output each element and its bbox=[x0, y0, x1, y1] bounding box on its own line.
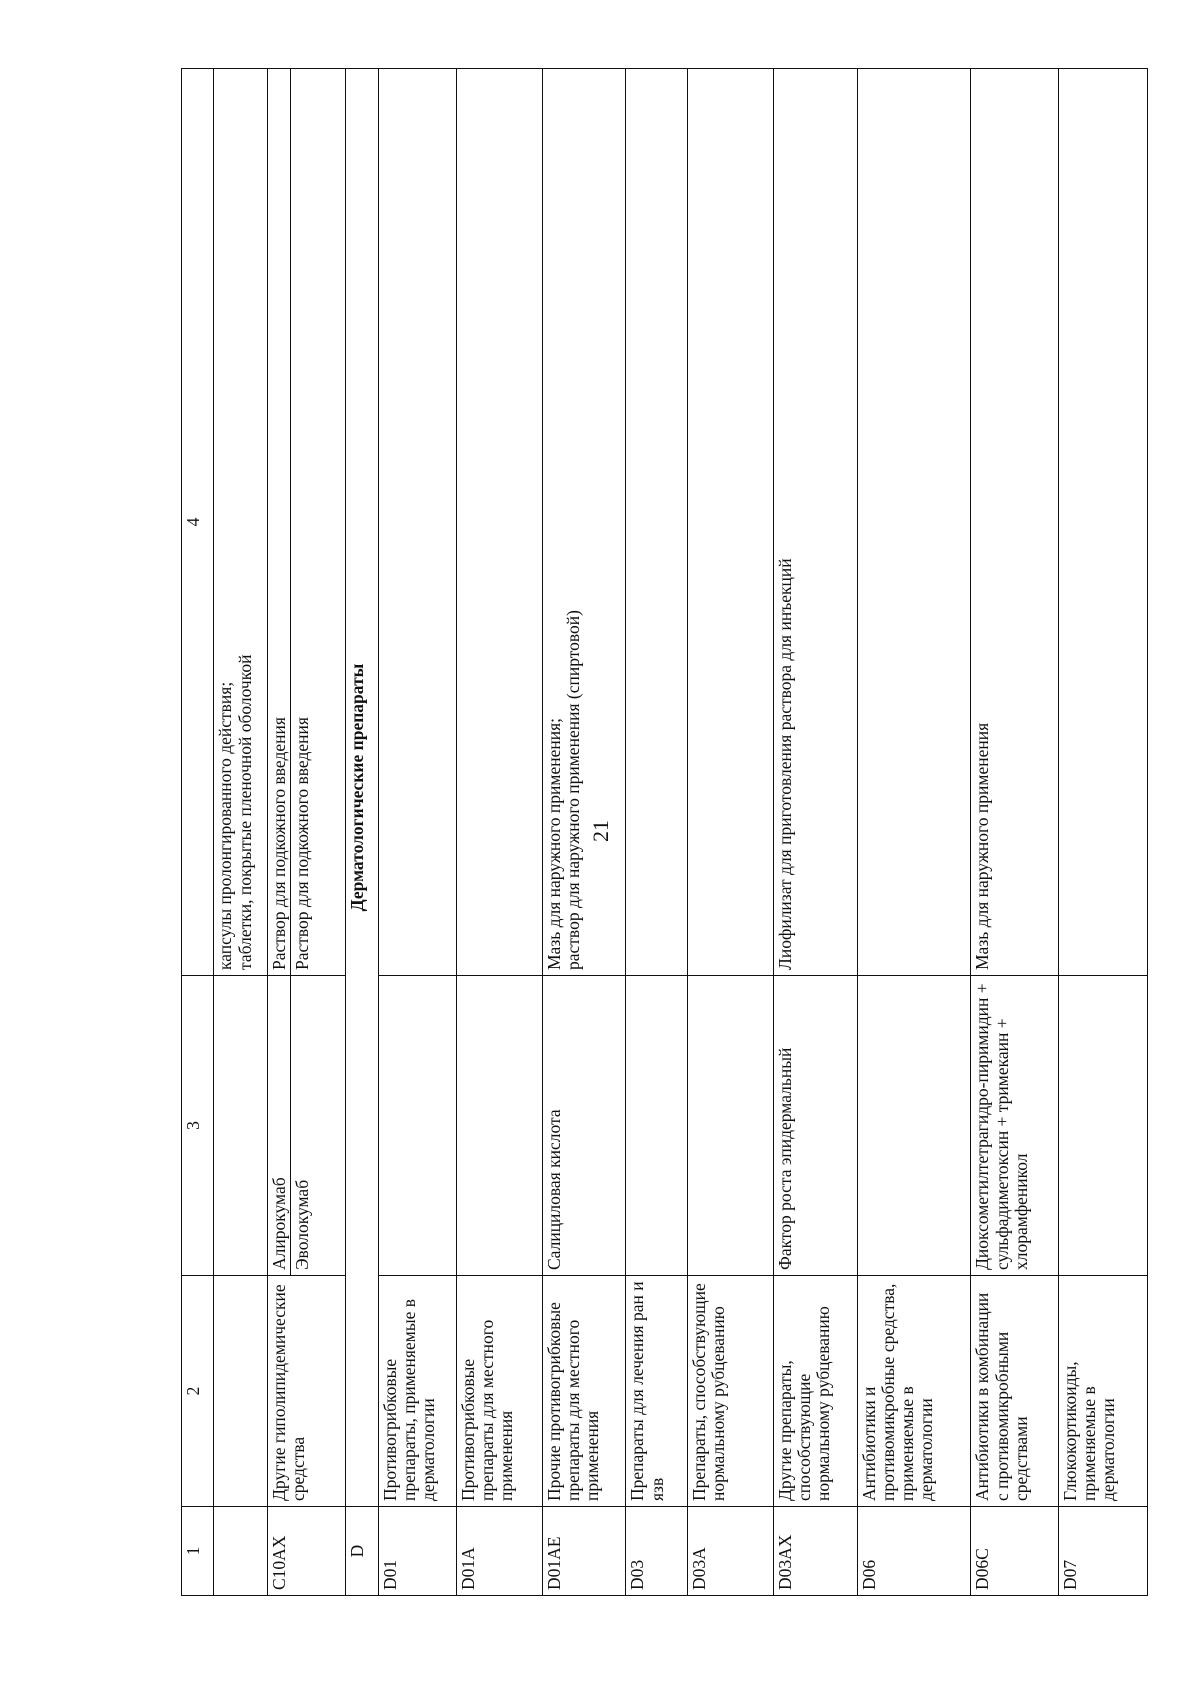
dosage-form-line: таблетки, покрытые пленочной оболочкой bbox=[234, 654, 255, 970]
column-header-2: 2 bbox=[182, 1276, 214, 1507]
column-header-row bbox=[182, 69, 214, 1596]
column-header-1: 1 bbox=[182, 1507, 214, 1596]
dosage-forms bbox=[857, 69, 971, 976]
atc-code: C10AX bbox=[267, 1507, 345, 1596]
table-row bbox=[542, 69, 626, 1596]
drug-name bbox=[857, 976, 971, 1276]
atc-code: D06 bbox=[857, 1507, 971, 1596]
dosage-forms bbox=[687, 69, 773, 976]
pharmacological-group: Препараты, способствующие нормальному рубцеванию bbox=[687, 1276, 773, 1507]
dosage-forms bbox=[214, 69, 268, 976]
drug-name: Диоксометилтетрагидро-пиримидин + сульфадиметоксин + тримекаин + хлорамфеникол bbox=[971, 976, 1058, 1276]
table-row bbox=[857, 69, 971, 1596]
drug-name bbox=[687, 976, 773, 1276]
drug-name: Салициловая кислота bbox=[542, 976, 626, 1276]
atc-code: D03 bbox=[626, 1507, 687, 1596]
table-row bbox=[626, 69, 687, 1596]
atc-code: D01A bbox=[456, 1507, 542, 1596]
table-row bbox=[456, 69, 542, 1596]
dosage-forms bbox=[542, 69, 626, 976]
pharmacological-group: Антибиотики и противомикробные средства, применяемые в дерматологии bbox=[857, 1276, 971, 1507]
page-number: 21 bbox=[588, 820, 613, 842]
section-row bbox=[346, 69, 378, 1596]
drug-name bbox=[626, 976, 687, 1276]
atc-code: D03AX bbox=[773, 1507, 857, 1596]
pharmacological-group: Антибиотики в комбинации с противомикробными средствами bbox=[971, 1276, 1058, 1507]
atc-code: D01 bbox=[378, 1507, 456, 1596]
table-row bbox=[773, 69, 857, 1596]
drug-name bbox=[1058, 976, 1147, 1276]
table-row bbox=[267, 69, 345, 1596]
atc-code bbox=[214, 1507, 268, 1596]
section-code: D bbox=[346, 1507, 378, 1596]
atc-code: D03A bbox=[687, 1507, 773, 1596]
table-row bbox=[214, 69, 268, 1596]
drug-name: Алирокумаб bbox=[268, 1177, 289, 1270]
table-row bbox=[971, 69, 1058, 1596]
dosage-form-line: Раствор для подкожного введения bbox=[268, 717, 289, 970]
table-row bbox=[378, 69, 456, 1596]
dosage-forms bbox=[378, 69, 456, 976]
rotated-table-container bbox=[181, 69, 1148, 1596]
dosage-form-line: Мазь для наружного применения; bbox=[543, 718, 564, 970]
pharmacological-group: Противогрибковые препараты для местного применения bbox=[456, 1276, 542, 1507]
pharmacological-group bbox=[214, 1276, 268, 1507]
pharmacological-group: Глюкокортикоиды, применяемые в дерматологии bbox=[1058, 1276, 1147, 1507]
atc-code: D07 bbox=[1058, 1507, 1147, 1596]
column-header-4: 4 bbox=[182, 69, 214, 976]
drug-name-list bbox=[267, 976, 345, 1276]
drug-name bbox=[456, 976, 542, 1276]
atc-code: D06C bbox=[971, 1507, 1058, 1596]
pharmacological-group: Противогрибковые препараты, применяемые в дерматологии bbox=[378, 1276, 456, 1507]
dosage-forms: Лиофилизат для приготовления раствора для инъекций bbox=[773, 69, 857, 976]
drug-table bbox=[181, 68, 1148, 1596]
table-row bbox=[1058, 69, 1147, 1596]
dosage-form-line: Раствор для подкожного введения bbox=[290, 69, 312, 975]
drug-name bbox=[378, 976, 456, 1276]
drug-name bbox=[214, 976, 268, 1276]
pharmacological-group: Прочие противогрибковые препараты для местного применения bbox=[542, 1276, 626, 1507]
dosage-forms bbox=[626, 69, 687, 976]
dosage-forms: Мазь для наружного применения bbox=[971, 69, 1058, 976]
drug-name: Фактор роста эпидермальный bbox=[773, 976, 857, 1276]
table-row bbox=[687, 69, 773, 1596]
dosage-forms bbox=[267, 69, 345, 976]
section-title: Дерматологические препараты bbox=[346, 69, 378, 1507]
dosage-forms bbox=[456, 69, 542, 976]
dosage-form-line: капсулы пролонгированного действия; bbox=[215, 681, 236, 970]
atc-code: D01AE bbox=[542, 1507, 626, 1596]
pharmacological-group: Препараты для лечения ран и язв bbox=[626, 1276, 687, 1507]
column-header-3: 3 bbox=[182, 976, 214, 1276]
pharmacological-group: Другие гиполипидемические средства bbox=[267, 1276, 345, 1507]
dosage-form-line: раствор для наружного применения (спиртовой) bbox=[562, 610, 583, 970]
dosage-forms bbox=[1058, 69, 1147, 976]
drug-name: Эволокумаб bbox=[290, 976, 312, 1275]
pharmacological-group: Другие препараты, способствующие нормальному рубцеванию bbox=[773, 1276, 857, 1507]
